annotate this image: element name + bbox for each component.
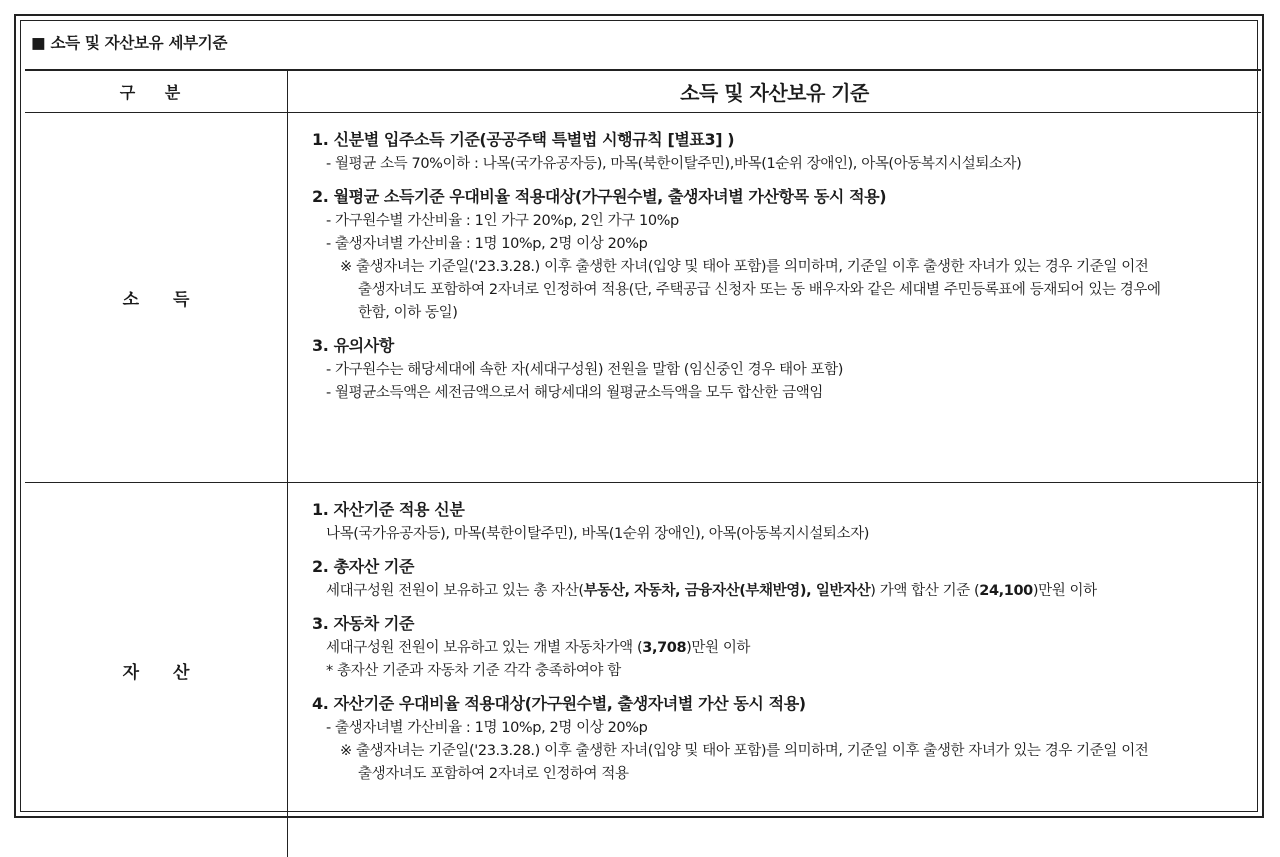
asset-total-post: )만원 이하 [1033,583,1097,599]
income-section-2-note-2: 출생자녀도 포함하여 2자녀로 인정하여 적용(단, 주택공급 신청자 또는 동 배우자와 같은 세대별 주민등록표에 등재되어 있는 경우에 [312,279,1241,302]
income-section-2-title: 2. 월평균 소득기준 우대비율 적용대상(가구원수별, 출생자녀별 가산항목 동시 적용) [312,184,1241,210]
income-section-3-title: 3. 유의사항 [312,333,1241,359]
row-label-asset: 자 산 [25,483,288,857]
asset-car-amount: 3,708 [642,640,686,656]
header-criteria: 소득 및 자산보유 기준 [288,70,1262,113]
income-section-3 [312,333,1241,405]
income-section-3-line-1: - 가구원수는 해당세대에 속한 자(세대구성원) 전원을 말함 (임신중인 경우 태아 포함) [312,359,1241,382]
asset-section-1 [312,497,1241,546]
asset-total-items: 부동산, 자동차, 금융자산(부채반영), 일반자산 [584,583,871,599]
document-inner-frame [20,20,1258,812]
asset-section-3-title: 3. 자동차 기준 [312,611,1241,637]
asset-section-1-title: 1. 자산기준 적용 신분 [312,497,1241,523]
income-section-2-note-3: 한함, 이하 동일) [312,302,1241,325]
asset-section-3-line-1 [312,637,1241,660]
asset-section-2-line-1 [312,580,1241,603]
asset-car-post: )만원 이하 [686,640,750,656]
asset-section-1-line-1: 나목(국가유공자등), 마목(북한이탈주민), 바목(1순위 장애인), 아목(아동복지시설퇴소자) [312,523,1241,546]
table-row-asset [25,483,1261,857]
table-row-income [25,113,1261,483]
section-title: ■ 소득 및 자산보유 세부기준 [31,31,227,53]
table-header-row [25,70,1261,113]
asset-content [288,483,1262,857]
income-content [288,113,1262,483]
income-section-1-line-1: - 월평균 소득 70%이하 : 나목(국가유공자등), 마목(북한이탈주민),바목(1순위 장애인), 아목(아동복지시설퇴소자) [312,153,1241,176]
asset-section-4-note-1: ※ 출생자녀는 기준일('23.3.28.) 이후 출생한 자녀(입양 및 태아 포함)를 의미하며, 기준일 이후 출생한 자녀가 있는 경우 기준일 이전 [312,740,1241,763]
income-section-1-title: 1. 신분별 입주소득 기준(공공주택 특별법 시행규칙 [별표3] ) [312,127,1241,153]
asset-section-2-title: 2. 총자산 기준 [312,554,1241,580]
header-category: 구 분 [25,70,288,113]
asset-total-mid: ) 가액 합산 기준 ( [870,583,979,599]
row-label-income: 소 득 [25,113,288,483]
income-section-2-line-1: - 가구원수별 가산비율 : 1인 가구 20%p, 2인 가구 10%p [312,210,1241,233]
asset-total-pre: 세대구성원 전원이 보유하고 있는 총 자산( [326,583,584,599]
asset-total-amount: 24,100 [979,583,1033,599]
criteria-table [25,69,1261,857]
income-section-2 [312,184,1241,325]
document-frame [14,14,1264,818]
income-section-1 [312,127,1241,176]
income-section-3-line-2: - 월평균소득액은 세전금액으로서 해당세대의 월평균소득액을 모두 합산한 금액임 [312,382,1241,405]
asset-section-4-line-1: - 출생자녀별 가산비율 : 1명 10%p, 2명 이상 20%p [312,717,1241,740]
asset-section-4-note-2: 출생자녀도 포함하여 2자녀로 인정하여 적용 [312,763,1241,786]
income-section-2-note-1: ※ 출생자녀는 기준일('23.3.28.) 이후 출생한 자녀(입양 및 태아 포함)를 의미하며, 기준일 이후 출생한 자녀가 있는 경우 기준일 이전 [312,256,1241,279]
asset-section-4 [312,691,1241,786]
asset-car-pre: 세대구성원 전원이 보유하고 있는 개별 자동차가액 ( [326,640,642,656]
asset-section-3 [312,611,1241,683]
asset-section-2 [312,554,1241,603]
asset-section-3-line-2: * 총자산 기준과 자동차 기준 각각 충족하여야 함 [312,660,1241,683]
asset-section-4-title: 4. 자산기준 우대비율 적용대상(가구원수별, 출생자녀별 가산 동시 적용) [312,691,1241,717]
income-section-2-line-2: - 출생자녀별 가산비율 : 1명 10%p, 2명 이상 20%p [312,233,1241,256]
